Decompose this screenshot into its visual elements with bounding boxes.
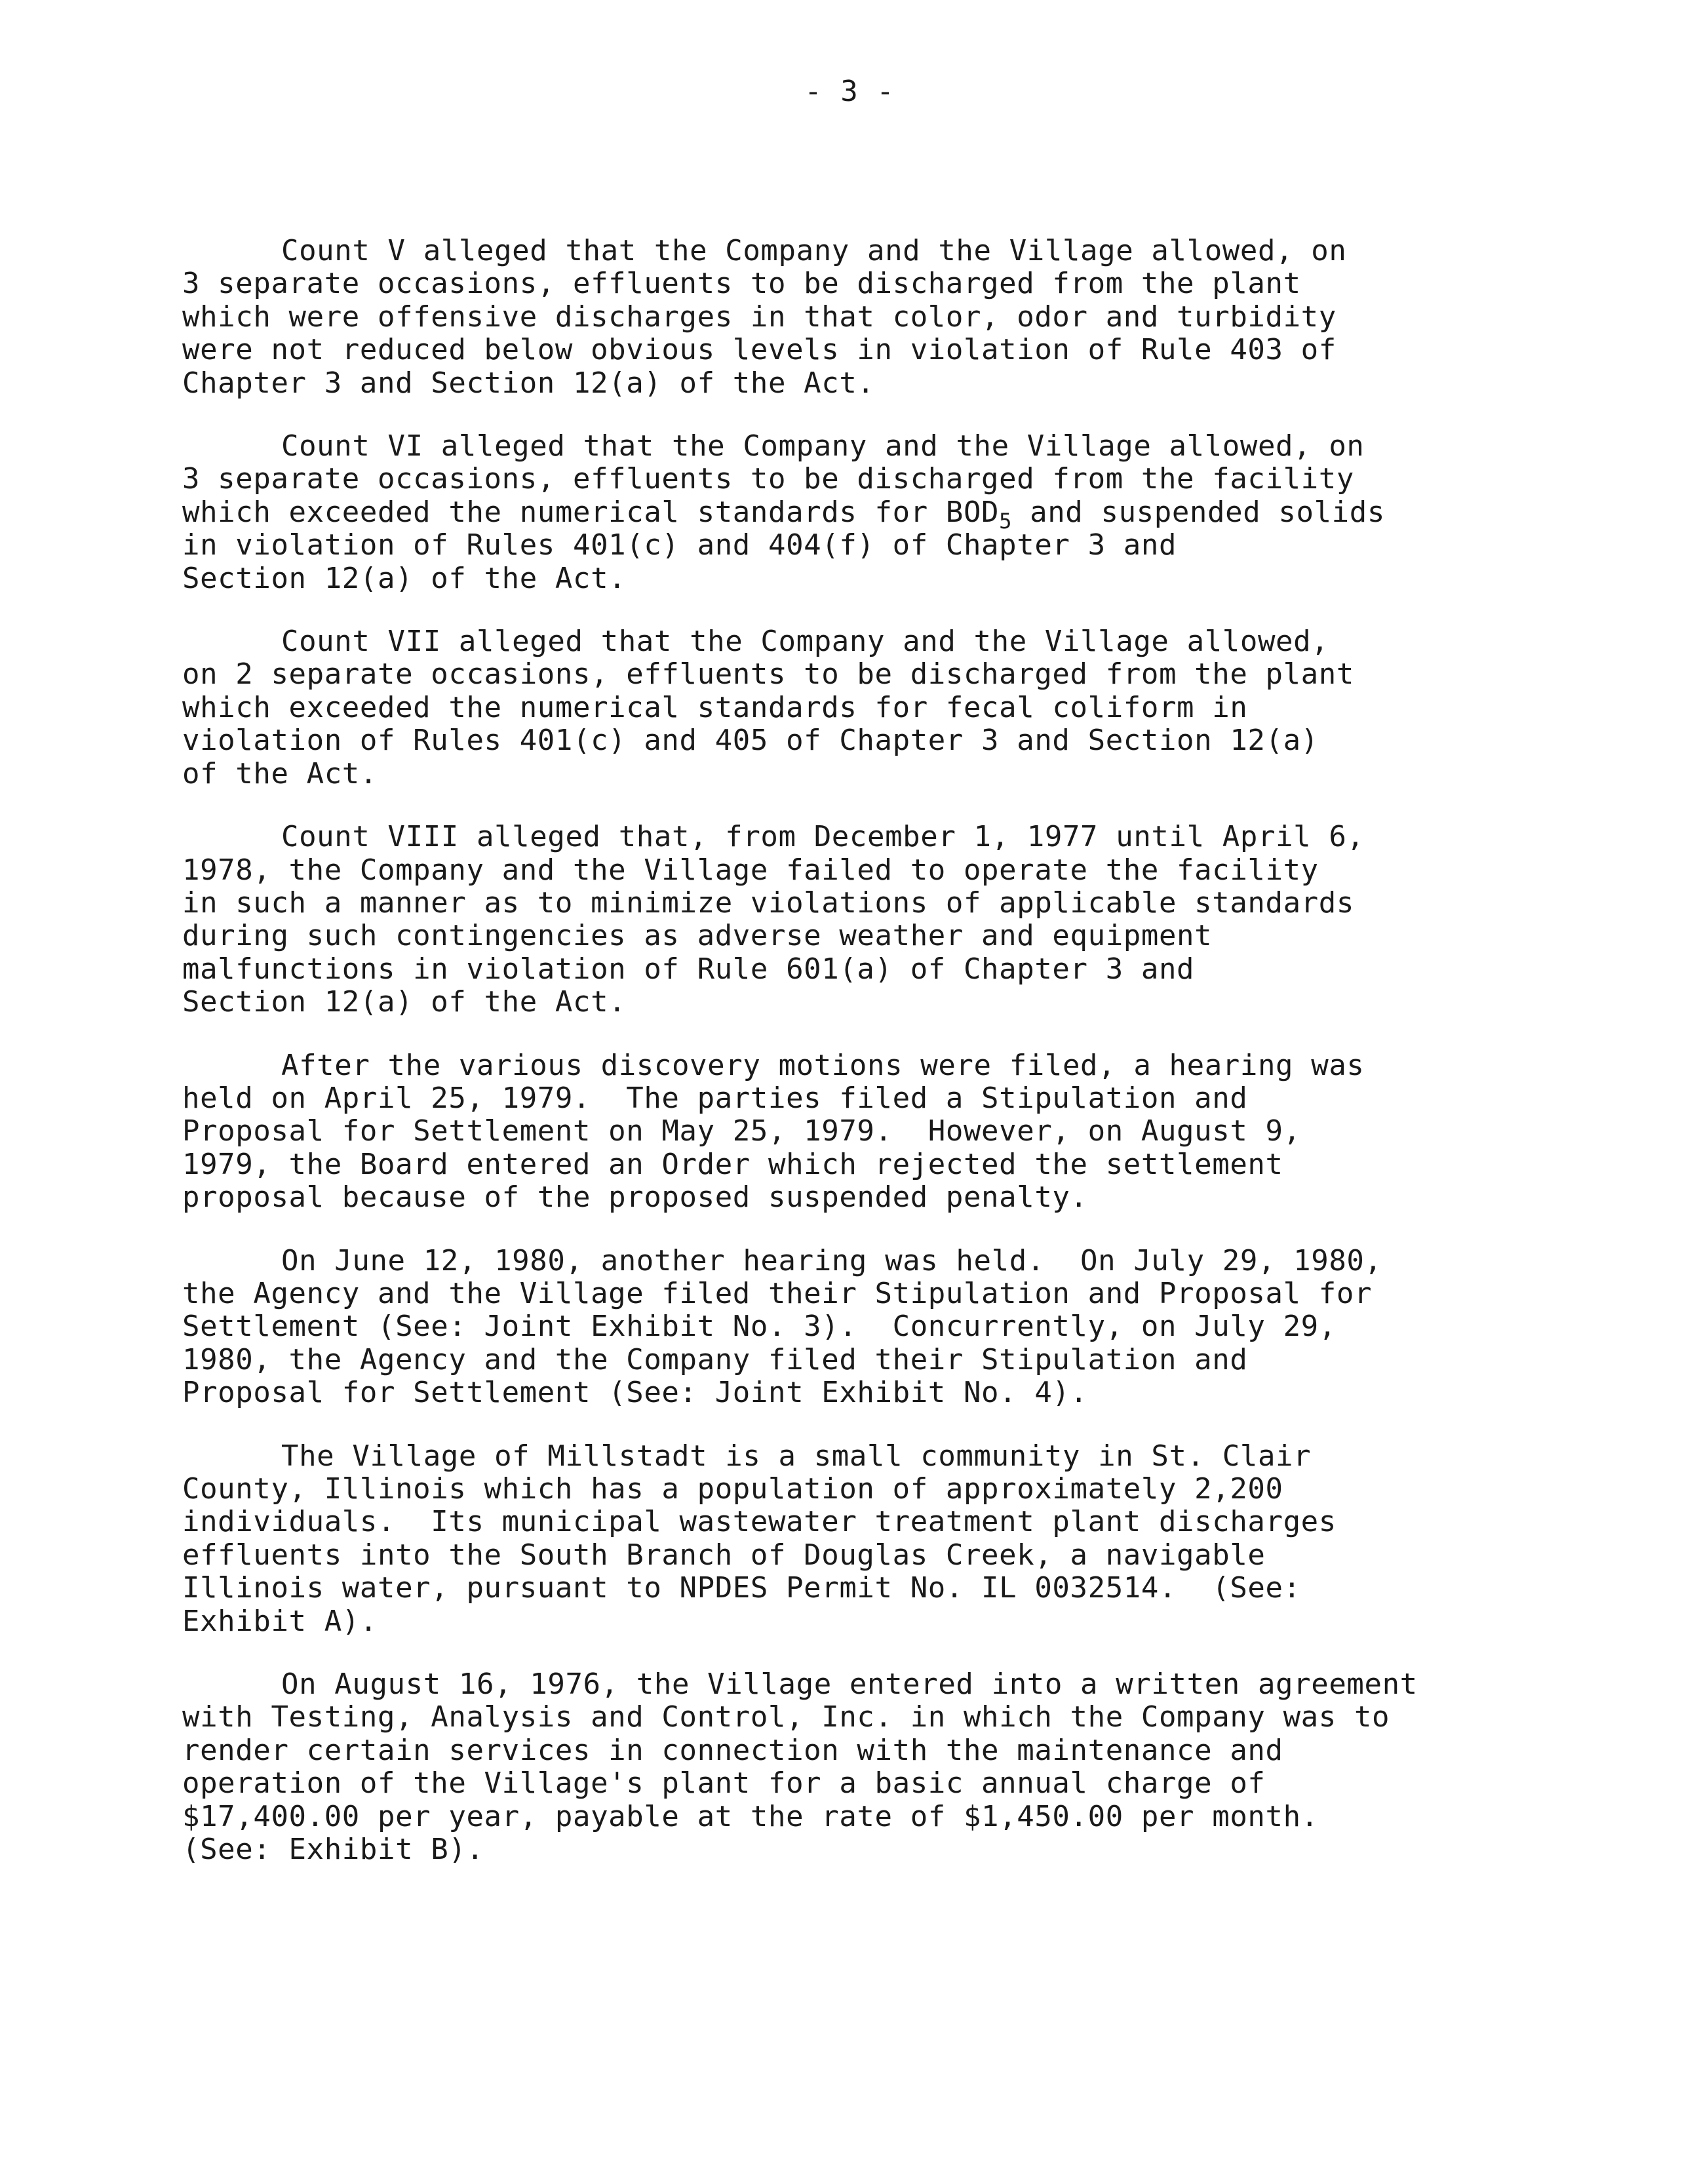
text-segment: which exceeded the numerical standards for BOD (182, 495, 1000, 529)
paragraph (182, 1440, 1552, 1638)
text-line: render certain services in connection with the maintenance and (182, 1733, 1283, 1767)
text-line: were not reduced below obvious levels in violation of Rule 403 of (182, 333, 1337, 367)
text-line: (See: Exhibit B). (182, 1833, 484, 1867)
text-line: which were offensive discharges in that color, odor and turbidity (182, 300, 1337, 334)
text-line: 1979, the Board entered an Order which rejected the settlement (182, 1147, 1283, 1181)
text-line: 1980, the Agency and the Company filed their Stipulation and (182, 1342, 1248, 1376)
text-line: violation of Rules 401(c) and 405 of Chapter 3 and Section 12(a) (182, 724, 1319, 758)
text-line: Proposal for Settlement (See: Joint Exhibit No. 4). (182, 1376, 1088, 1410)
text-line: Count V alleged that the Company and the Village allowed, on (281, 234, 1347, 267)
text-line: the Agency and the Village filed their Stipulation and Proposal for (182, 1276, 1373, 1310)
text-line: 1978, the Company and the Village failed to operate the facility (182, 853, 1319, 887)
text-line: during such contingencies as adverse weather and equipment (182, 919, 1213, 953)
text-line (182, 495, 1552, 534)
text-line: of the Act. (182, 756, 378, 790)
paragraph (182, 1049, 1552, 1215)
subscript: 5 (999, 508, 1013, 534)
text-line: Section 12(a) of the Act. (182, 985, 627, 1019)
text-segment: and suspended solids (1012, 495, 1385, 529)
text-line: in such a manner as to minimize violations of applicable standards (182, 886, 1354, 920)
text-line: County, Illinois which has a population of approximately 2,200 (182, 1472, 1283, 1506)
paragraph (182, 1668, 1552, 1866)
text-line: 3 separate occasions, effluents to be discharged from the plant (182, 267, 1301, 301)
text-line: Count VI alleged that the Company and the Village allowed, on (281, 429, 1365, 463)
document-body (182, 235, 1552, 1896)
text-line: Proposal for Settlement on May 25, 1979. However, on August 9, (182, 1114, 1301, 1148)
text-line: which exceeded the numerical standards for fecal coliform in (182, 690, 1248, 724)
text-line: Section 12(a) of the Act. (182, 561, 627, 595)
text-line: Settlement (See: Joint Exhibit No. 3). Concurrently, on July 29, (182, 1310, 1337, 1344)
text-line: Illinois water, pursuant to NPDES Permit No. IL 0032514. (See: (182, 1571, 1301, 1605)
text-line: operation of the Village's plant for a basic annual charge of (182, 1766, 1266, 1801)
paragraph (182, 430, 1552, 595)
text-line: The Village of Millstadt is a small community in St. Clair (281, 1439, 1312, 1473)
paragraph (182, 821, 1552, 1019)
text-line: Count VII alleged that the Company and the Village allowed, (281, 625, 1329, 659)
text-line: Chapter 3 and Section 12(a) of the Act. (182, 366, 875, 400)
text-line: effluents into the South Branch of Douglas Creek, a navigable (182, 1538, 1266, 1572)
text-line: Exhibit A). (182, 1604, 378, 1638)
text-line: Count VIII alleged that, from December 1, 1977 until April 6, (281, 820, 1365, 854)
text-line: On June 12, 1980, another hearing was held. On July 29, 1980, (281, 1243, 1382, 1277)
text-line: 3 separate occasions, effluents to be discharged from the facility (182, 462, 1354, 496)
text-line: on 2 separate occasions, effluents to be discharged from the plant (182, 657, 1354, 692)
page-number: - 3 - (804, 75, 895, 108)
text-line: proposal because of the proposed suspended penalty. (182, 1180, 1088, 1215)
text-line: On August 16, 1976, the Village entered into a written agreement (281, 1667, 1418, 1702)
text-line: held on April 25, 1979. The parties filed a Stipulation and (182, 1081, 1248, 1115)
text-line: in violation of Rules 401(c) and 404(f) of Chapter 3 and (182, 528, 1177, 562)
text-line: After the various discovery motions were filed, a hearing was (281, 1048, 1365, 1082)
text-line: $17,400.00 per year, payable at the rate of $1,450.00 per month. (182, 1799, 1319, 1833)
paragraph (182, 235, 1552, 400)
paragraph (182, 625, 1552, 790)
text-line: with Testing, Analysis and Control, Inc. in which the Company was to (182, 1700, 1390, 1734)
paragraph (182, 1245, 1552, 1410)
text-line: malfunctions in violation of Rule 601(a) of Chapter 3 and (182, 952, 1195, 986)
text-line: individuals. Its municipal wastewater treatment plant discharges (182, 1505, 1337, 1539)
